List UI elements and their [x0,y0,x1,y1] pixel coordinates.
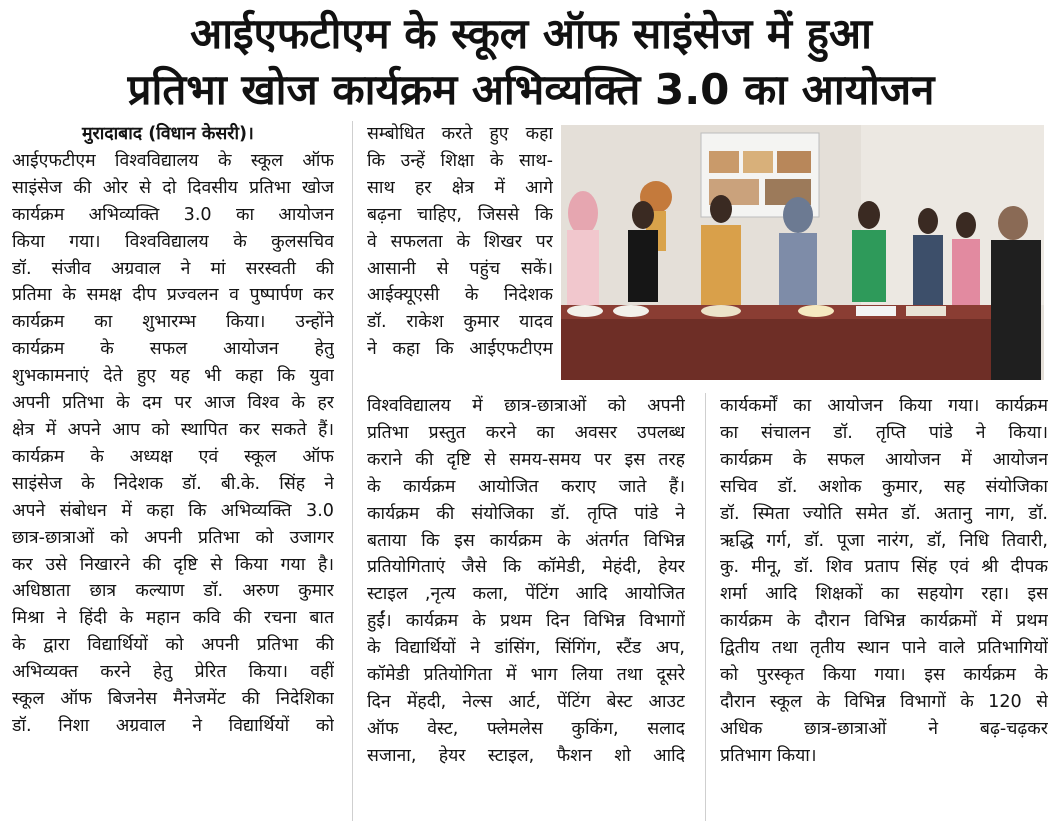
article-line: अभिव्यक्त करने हेतु प्रेरित किया। वहीं [12,662,334,683]
article-line: बताया कि इस कार्यक्रम के अंतर्गत विभिन्न [367,530,685,551]
article-line: डॉ. निशा अग्रवाल ने विद्यार्थियों को [12,715,334,736]
article-line: हुईं। कार्यक्रम के प्रथम दिन विभिन्न विभागों [367,611,685,632]
article-line: अधिष्ठाता छात्र कल्याण डॉ. अरुण कुमार [12,581,334,602]
article-line: को पुरस्कृत किया गया। इस कार्यक्रम के [720,665,1048,686]
column-rule [352,121,353,821]
article-line: सचिव डॉ. अशोक कुमार, सह संयोजिका [720,476,1048,497]
article-line: मिश्रा ने हिंदी के महान कवि की रचना बात [12,608,334,629]
article-column-3 [367,393,685,821]
article-line: द्वितीय तथा तृतीय स्थान पाने वाले प्रतिभागियों [720,638,1048,659]
article-line: अपनी प्रतिभा के दम पर आज विश्व के हर [12,393,334,414]
article-line: साइंसेज की ओर से दो दिवसीय प्रतिभा खोज [12,177,334,198]
article-line: प्रतिभा प्रस्तुत करने का अवसर उपलब्ध [367,422,685,443]
article-line: आईक्यूएसी के निदेशक [367,285,553,306]
article-line: कर उसे निखारने की दृष्टि से किया गया है। [12,554,334,575]
article-column-2 [367,121,553,393]
event-photo [561,125,1044,380]
article-line: किया गया। विश्वविद्यालय के कुलसचिव [12,231,334,252]
article-line: ऑफ वेस्ट, फ्लेमलेस कुकिंग, सलाद [367,718,685,739]
article-line: अधिक छात्र-छात्राओं ने बढ़-चढ़कर [720,718,1048,739]
article-line: अपने संबोधन में कहा कि अभिव्यक्ति 3.0 [12,500,334,521]
article-line: डॉ. स्मिता ज्योति समेत डॉ. अतानु नाग, डॉ. [720,503,1048,524]
article-line: कार्यकर्मों का आयोजन किया गया। कार्यक्रम [720,396,1048,416]
article-line: छात्र-छात्राओं को अपनी प्रतिभा को उजागर [12,527,334,548]
article-line: कार्यक्रम अभिव्यक्ति 3.0 का आयोजन [12,204,334,225]
article-line: साथ हर क्षेत्र में आगे [367,177,553,198]
article-line: कार्यक्रम के सफल आयोजन में आयोजन [720,449,1048,470]
article-line: कार्यक्रम के दौरान विभिन्न कार्यक्रमों में प्रथम [720,611,1048,632]
article-line: डॉ. राकेश कुमार यादव [367,312,553,333]
article-line: कार्यक्रम की संयोजिका डॉ. तृप्ति पांडे ने [367,503,685,524]
article-column-1 [12,121,334,821]
headline-line-2: प्रतिभा खोज कार्यक्रम अभिव्यक्ति 3.0 का आयोजन [127,65,935,114]
article-line: के द्वारा विद्यार्थियों को अपनी प्रतिभा की [12,635,334,656]
article-line: प्रतिभाग किया। [720,745,817,766]
article-line: स्टाइल ,नृत्य कला, पेंटिंग आदि आयोजित [367,584,685,605]
article-line: डॉ. संजीव अग्रवाल ने मां सरस्वती की [12,258,334,279]
article-line: कार्यक्रम के अध्यक्ष एवं स्कूल ऑफ [12,446,334,467]
article-line: क्षेत्र में अपने आप को स्थापित कर सकते हैं। [12,419,334,440]
article-line: सजाना, हेयर स्टाइल, फैशन शो आदि [367,745,685,766]
article-line: प्रतियोगिताएं जैसे कि कॉमेडी, मेहंदी, हेयर [367,557,685,578]
article-line: साइंसेज के निदेशक डॉ. बी.के. सिंह ने [12,473,334,494]
article-line: के कार्यक्रम आयोजित कराए जाते हैं। [367,476,685,497]
dateline: मुरादाबाद (विधान केसरी)। [82,124,254,144]
article-line: दिन मेंहदी, नेल्स आर्ट, पेंटिंग बेस्ट आउट [367,691,685,712]
article-line: कॉमेडी प्रतियोगिता में भाग लिया तथा दूसरे [367,665,685,686]
headline [0,6,1062,118]
article-line: ने कहा कि आईएफटीएम [367,339,553,360]
article-line: आईएफटीएम विश्वविद्यालय के स्कूल ऑफ [12,150,334,171]
article-line: शर्मा आदि शिक्षकों का सहयोग रहा। इस [720,584,1048,605]
article-line: बढ़ना चाहिए, जिससे कि [367,204,553,225]
article-line: सम्बोधित करते हुए कहा [367,124,553,144]
article-line: प्रतिमा के समक्ष दीप प्रज्वलन व पुष्पार्पण कर [12,285,334,306]
article-column-4 [720,393,1048,821]
article-line: आसानी से पहुंच सकें। [367,258,553,279]
article-line: कार्यक्रम का शुभारम्भ किया। उन्होंने [12,312,334,333]
article-line: कराने की दृष्टि से समय-समय पर इस तरह [367,449,685,470]
article-line: के विद्यार्थियों ने डांसिंग, सिंगिंग, स्टैंड अप, [367,638,685,659]
article-line: दौरान स्कूल के विभिन्न विभागों के 120 से [720,691,1048,712]
headline-line-1: आईएफटीएम के स्कूल ऑफ साइंसेज में हुआ [190,9,872,58]
article-line: का संचालन डॉ. तृप्ति पांडे ने किया। [720,422,1048,443]
column-rule [705,393,706,821]
article-line: वे सफलता के शिखर पर [367,231,553,252]
article-line: ऋद्धि गर्ग, डॉ. पूजा नारंग, डॉ, निधि तिवारी, [720,530,1048,551]
article-line: शुभकामनाएं देते हुए यह भी कहा कि युवा [12,366,334,387]
article-line: कु. मीनू, डॉ. शिव प्रताप सिंह एवं श्री दीपक [720,557,1048,578]
article-line: विश्वविद्यालय में छात्र-छात्राओं को अपनी [367,396,685,416]
article-line: कार्यक्रम के सफल आयोजन हेतु [12,339,334,360]
article-line: कि उन्हें शिक्षा के साथ- [367,150,553,171]
article-line: स्कूल ऑफ बिजनेस मैनेजमेंट की निदेशिका [12,689,334,710]
